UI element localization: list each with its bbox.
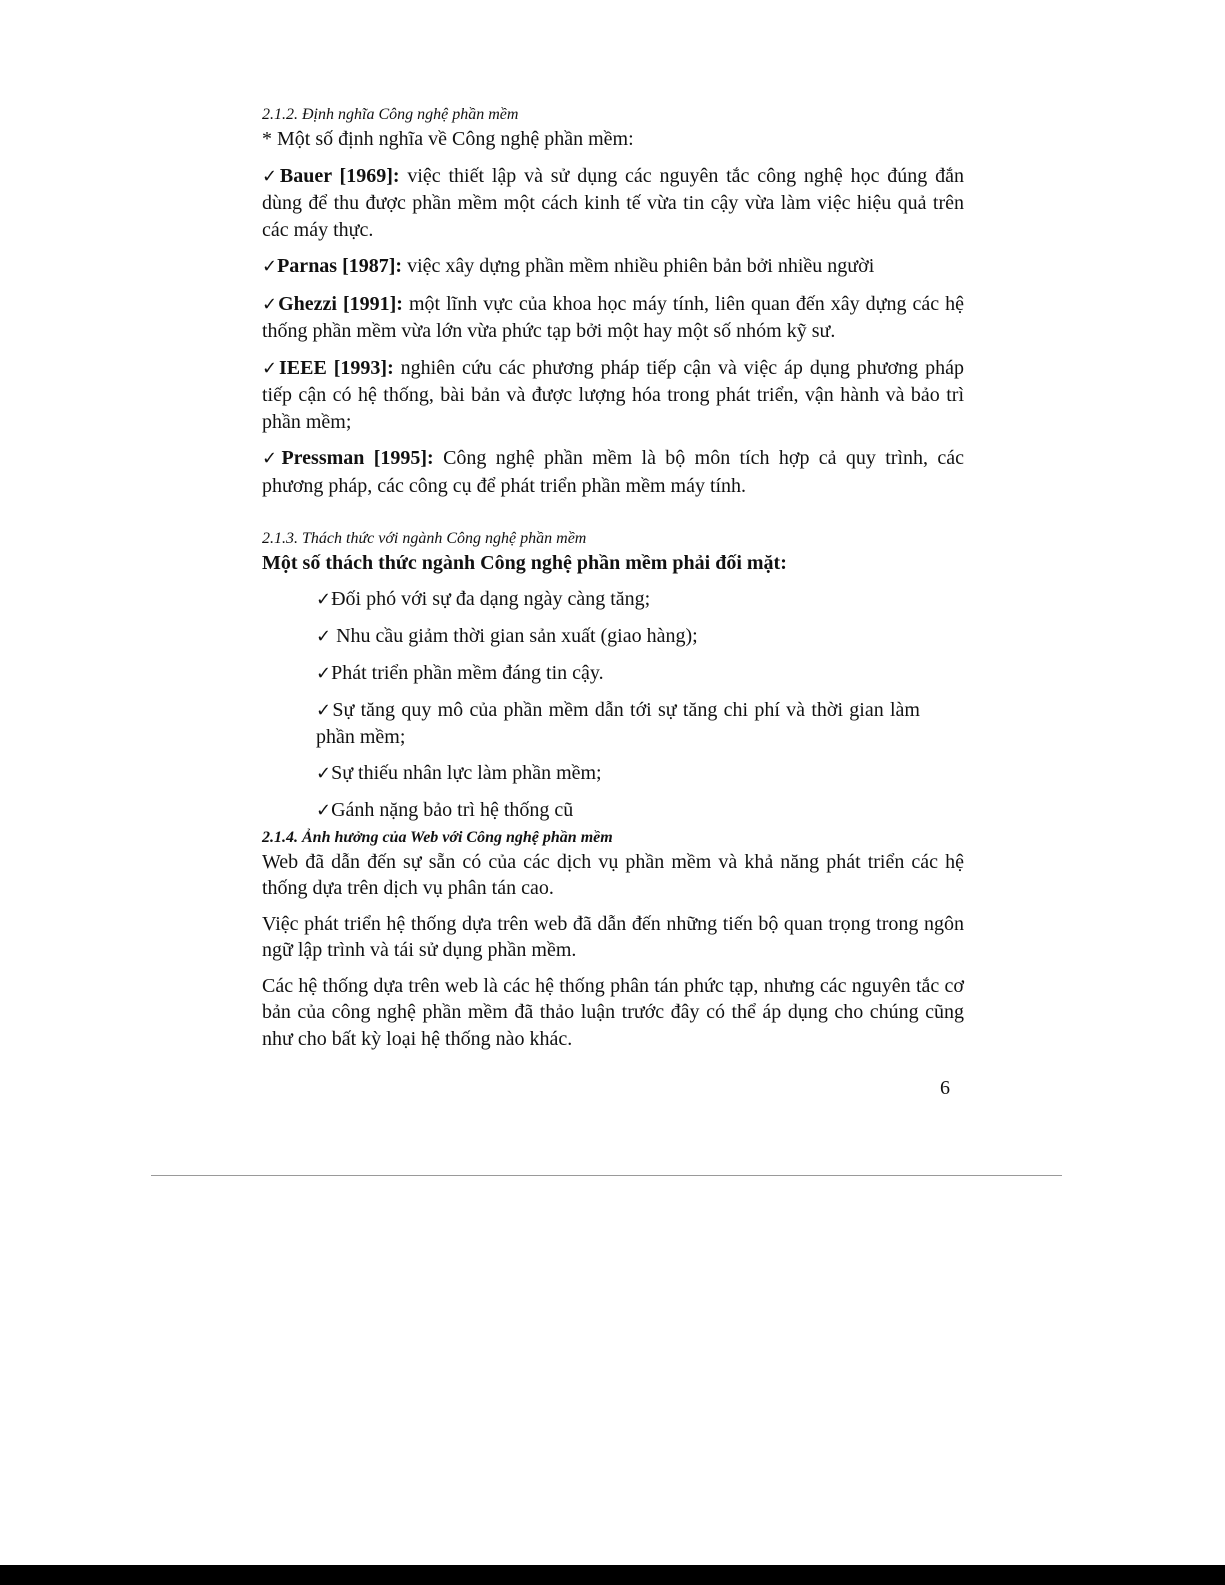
check-icon: ✓ <box>316 763 332 784</box>
list-item <box>316 623 920 651</box>
definition-text: việc thiết lập và sử dụng các nguyên tắc công nghệ học đúng đắn dùng để thu được phần mềm một cách kinh tế vừa tin cậy vừa làm việc hiệu quả trên các máy thực. <box>262 164 964 241</box>
definition-lead: IEEE [1993]: <box>279 356 394 379</box>
definition-lead: Ghezzi [1991]: <box>278 292 403 315</box>
page-content <box>262 104 964 1052</box>
definitions-intro: * Một số định nghĩa về Công nghệ phần mềm: <box>262 128 634 150</box>
definition-pressman <box>262 445 964 499</box>
list-item-text: Nhu cầu giảm thời gian sản xuất (giao hàng); <box>331 624 698 647</box>
page-bottom-bar <box>0 1565 1225 1585</box>
section-heading-2-1-4: 2.1.4. Ảnh hưởng của Web với Công nghệ phần mềm <box>262 828 613 846</box>
list-item-text: Gánh nặng bảo trì hệ thống cũ <box>331 799 574 821</box>
definition-text: nghiên cứu các phương pháp tiếp cận và việc áp dụng phương pháp tiếp cận có hệ thống, bài bản và được lượng hóa trong phát triển, vận hành và bảo trì phần mềm; <box>262 356 964 433</box>
definition-text: việc xây dựng phần mềm nhiều phiên bản bởi nhiều người <box>402 255 875 277</box>
definition-ghezzi <box>262 291 964 345</box>
list-item <box>316 660 920 688</box>
section-heading-2-1-2: 2.1.2. Định nghĩa Công nghệ phần mềm <box>262 106 519 123</box>
page-number: 6 <box>940 1077 950 1099</box>
definition-text: Công nghệ phần mềm là bộ môn tích hợp cả quy trình, các phương pháp, các công cụ để phát triển phần mềm máy tính. <box>262 447 964 497</box>
page-divider <box>151 1175 1062 1176</box>
section-heading-2-1-3: 2.1.3. Thách thức với ngành Công nghệ phần mềm <box>262 530 587 547</box>
check-icon: ✓ <box>262 293 279 315</box>
check-icon: ✓ <box>316 625 332 647</box>
challenges-subheading: Một số thách thức ngành Công nghệ phần mềm phải đối mặt: <box>262 552 787 574</box>
web-paragraph-1: Web đã dẫn đến sự sẵn có của các dịch vụ phần mềm và khả năng phát triển các hệ thống dựa trên dịch vụ phân tán cao. <box>262 850 964 899</box>
definition-lead: Bauer [1969]: <box>279 164 400 187</box>
check-icon: ✓ <box>262 357 280 379</box>
web-paragraph-3: Các hệ thống dựa trên web là các hệ thống phân tán phức tạp, nhưng các nguyên tắc cơ bản của công nghệ phần mềm đã thảo luận trước đây có thể áp dụng cho chúng cũng như cho bất kỳ loại hệ thống nào khác. <box>262 974 964 1050</box>
list-item <box>316 586 920 614</box>
definition-ieee <box>262 355 964 436</box>
definition-lead: Parnas [1987]: <box>277 255 403 277</box>
check-icon: ✓ <box>262 448 282 469</box>
list-item <box>316 760 920 788</box>
definition-lead: Pressman [1995]: <box>281 447 434 469</box>
list-item-text: Sự tăng quy mô của phần mềm dẫn tới sự tăng chi phí và thời gian làm phần mềm; <box>316 698 920 748</box>
check-icon: ✓ <box>316 662 332 684</box>
list-item-text: Sự thiếu nhân lực làm phần mềm; <box>331 762 602 784</box>
challenges-list <box>262 586 964 825</box>
web-paragraph-2: Việc phát triển hệ thống dựa trên web đã dẫn đến những tiến bộ quan trọng trong ngôn ngữ lập trình và tái sử dụng phần mềm. <box>262 912 964 961</box>
check-icon: ✓ <box>316 699 333 721</box>
list-item <box>316 697 920 751</box>
check-icon: ✓ <box>262 165 280 187</box>
definition-bauer <box>262 163 964 244</box>
list-item-text: Đối phó với sự đa dạng ngày càng tăng; <box>331 587 651 610</box>
check-icon: ✓ <box>262 256 278 277</box>
definition-parnas <box>262 253 964 281</box>
check-icon: ✓ <box>316 588 332 610</box>
definition-text: một lĩnh vực của khoa học máy tính, liên quan đến xây dựng các hệ thống phần mềm vừa lớn vừa phức tạp bởi một hay một số nhóm kỹ sư. <box>262 292 964 342</box>
list-item-text: Phát triển phần mềm đáng tin cậy. <box>331 661 604 684</box>
check-icon: ✓ <box>316 800 332 821</box>
list-item <box>316 797 920 825</box>
